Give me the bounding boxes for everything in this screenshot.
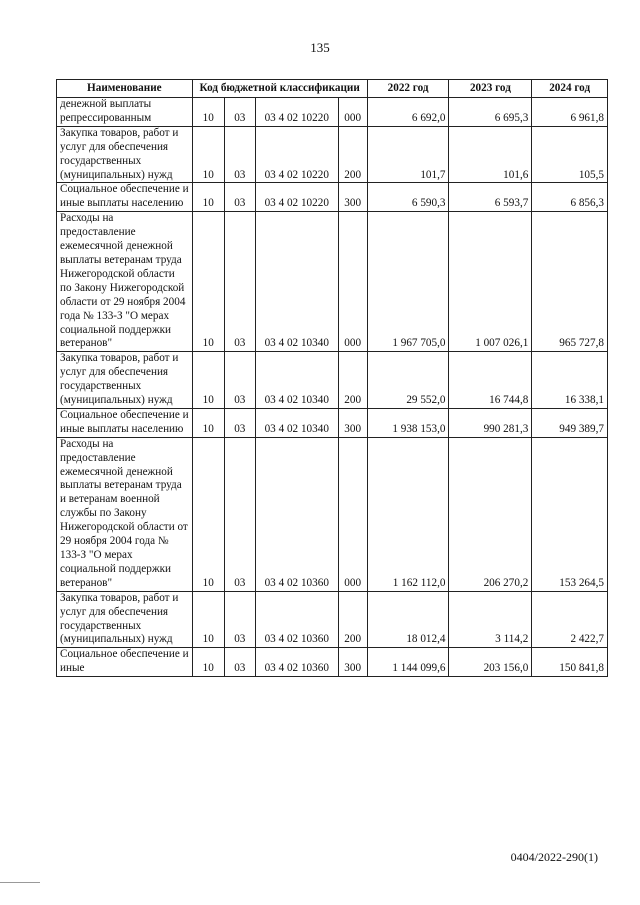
row-subsection: 03 (224, 648, 255, 677)
row-value-2023: 990 281,3 (449, 408, 532, 437)
row-target-code: 03 4 02 10360 (255, 437, 338, 591)
row-expense-kind: 000 (338, 98, 367, 127)
row-value-2024: 153 264,5 (532, 437, 608, 591)
row-target-code: 03 4 02 10220 (255, 98, 338, 127)
row-value-2022: 6 590,3 (367, 183, 449, 212)
row-target-code: 03 4 02 10340 (255, 212, 338, 352)
row-section: 10 (192, 408, 224, 437)
row-value-2023: 101,6 (449, 126, 532, 183)
row-value-2022: 1 967 705,0 (367, 212, 449, 352)
row-section: 10 (192, 591, 224, 648)
row-target-code: 03 4 02 10340 (255, 408, 338, 437)
row-name: Закупка товаров, работ и услуг для обеспечения государственных (муниципальных) нужд (57, 591, 193, 648)
row-value-2023: 203 156,0 (449, 648, 532, 677)
row-target-code: 03 4 02 10220 (255, 126, 338, 183)
table-header-row (57, 80, 608, 98)
row-subsection: 03 (224, 408, 255, 437)
table-row (57, 126, 608, 183)
row-value-2022: 6 692,0 (367, 98, 449, 127)
row-value-2024: 965 727,8 (532, 212, 608, 352)
row-section: 10 (192, 437, 224, 591)
header-2024: 2024 год (532, 80, 608, 98)
row-expense-kind: 000 (338, 212, 367, 352)
row-target-code: 03 4 02 10360 (255, 648, 338, 677)
row-name: Социальное обеспечение и иные (57, 648, 193, 677)
page-number: 135 (310, 40, 330, 55)
row-expense-kind: 000 (338, 437, 367, 591)
row-name: денежной выплаты репрессированным (57, 98, 193, 127)
row-section: 10 (192, 98, 224, 127)
table-row (57, 408, 608, 437)
footer-divider (0, 882, 40, 883)
document-code: 0404/2022-290(1) (510, 850, 598, 864)
table-row (57, 98, 608, 127)
budget-table (56, 79, 608, 677)
row-value-2022: 1 162 112,0 (367, 437, 449, 591)
row-value-2023: 1 007 026,1 (449, 212, 532, 352)
row-expense-kind: 200 (338, 352, 367, 409)
header-2023: 2023 год (449, 80, 532, 98)
row-value-2024: 2 422,7 (532, 591, 608, 648)
header-code: Код бюджетной классификации (192, 80, 367, 98)
row-value-2022: 29 552,0 (367, 352, 449, 409)
row-name: Расходы на предоставление ежемесячной денежной выплаты ветеранам труда Нижегородской области по Закону Нижегородской области от 29 ноября 2004 года № 133-З "О мерах социальной поддержки ветеранов" (57, 212, 193, 352)
row-section: 10 (192, 183, 224, 212)
table-row (57, 648, 608, 677)
row-section: 10 (192, 126, 224, 183)
row-value-2024: 6 961,8 (532, 98, 608, 127)
row-expense-kind: 300 (338, 183, 367, 212)
row-value-2024: 105,5 (532, 126, 608, 183)
row-name: Закупка товаров, работ и услуг для обеспечения государственных (муниципальных) нужд (57, 352, 193, 409)
row-target-code: 03 4 02 10360 (255, 591, 338, 648)
row-section: 10 (192, 352, 224, 409)
row-value-2023: 3 114,2 (449, 591, 532, 648)
row-value-2024: 16 338,1 (532, 352, 608, 409)
table-row (57, 591, 608, 648)
row-value-2022: 1 144 099,6 (367, 648, 449, 677)
row-value-2022: 1 938 153,0 (367, 408, 449, 437)
row-target-code: 03 4 02 10220 (255, 183, 338, 212)
row-value-2024: 150 841,8 (532, 648, 608, 677)
table-row (57, 212, 608, 352)
row-value-2023: 6 593,7 (449, 183, 532, 212)
row-expense-kind: 300 (338, 648, 367, 677)
row-expense-kind: 300 (338, 408, 367, 437)
row-subsection: 03 (224, 212, 255, 352)
row-subsection: 03 (224, 437, 255, 591)
row-value-2024: 6 856,3 (532, 183, 608, 212)
row-name: Социальное обеспечение и иные выплаты населению (57, 183, 193, 212)
table-row (57, 437, 608, 591)
header-2022: 2022 год (367, 80, 449, 98)
row-section: 10 (192, 212, 224, 352)
row-name: Закупка товаров, работ и услуг для обеспечения государственных (муниципальных) нужд (57, 126, 193, 183)
row-target-code: 03 4 02 10340 (255, 352, 338, 409)
header-name: Наименование (57, 80, 193, 98)
row-subsection: 03 (224, 98, 255, 127)
row-expense-kind: 200 (338, 591, 367, 648)
row-name: Социальное обеспечение и иные выплаты населению (57, 408, 193, 437)
row-value-2023: 16 744,8 (449, 352, 532, 409)
row-subsection: 03 (224, 352, 255, 409)
row-subsection: 03 (224, 591, 255, 648)
row-value-2023: 6 695,3 (449, 98, 532, 127)
row-subsection: 03 (224, 126, 255, 183)
row-expense-kind: 200 (338, 126, 367, 183)
row-section: 10 (192, 648, 224, 677)
row-value-2024: 949 389,7 (532, 408, 608, 437)
table-row (57, 352, 608, 409)
table-row (57, 183, 608, 212)
row-subsection: 03 (224, 183, 255, 212)
row-value-2023: 206 270,2 (449, 437, 532, 591)
row-value-2022: 18 012,4 (367, 591, 449, 648)
row-name: Расходы на предоставление ежемесячной денежной выплаты ветеранам труда и ветеранам военной службы по Закону Нижегородской области от 29 ноября 2004 года № 133-З "О мерах социальной поддержки ветеранов" (57, 437, 193, 591)
row-value-2022: 101,7 (367, 126, 449, 183)
